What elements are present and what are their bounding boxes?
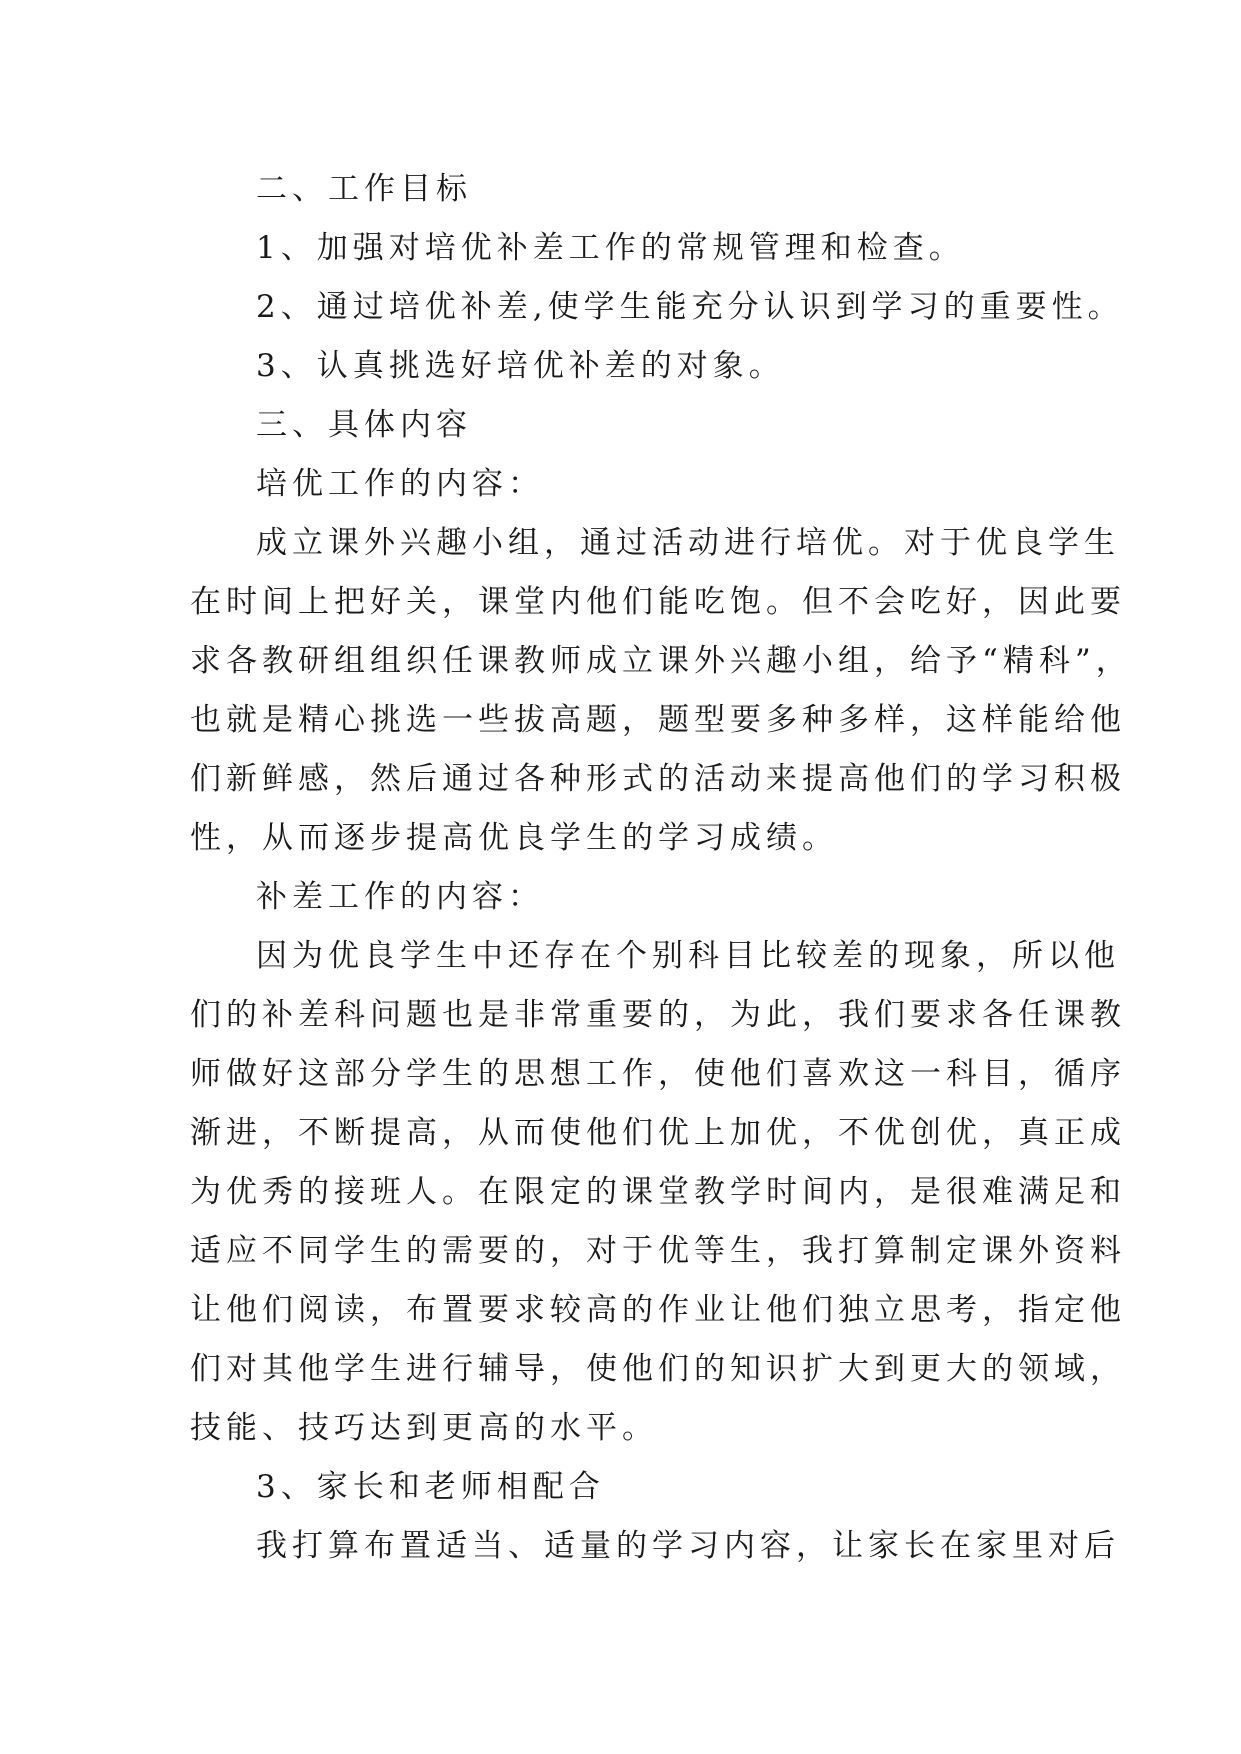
paragraph-line: 成立课外兴趣小组，通过活动进行培优。对于优良学生 [256,525,1120,561]
paragraph-line: 渐进，不断提高，从而使他们优上加优，不优创优，真正成 [190,1115,1126,1151]
paragraph-line: 为优秀的接班人。在限定的课堂教学时间内，是很难满足和 [190,1174,1126,1210]
goal-item-1: 1、加强对培优补差工作的常规管理和检查。 [256,230,965,266]
section-heading-goals: 二、工作目标 [256,171,472,207]
paragraph-line: 我打算布置适当、适量的学习内容，让家长在家里对后 [256,1528,1120,1564]
paragraph-line: 也就是精心挑选一些拔高题，题型要多种多样，这样能给他 [190,702,1126,738]
subheading-parents-teachers: 3、家长和老师相配合 [256,1469,605,1505]
goal-item-2: 2、通过培优补差,使学生能充分认识到学习的重要性。 [256,289,1124,325]
paragraph-line: 性，从而逐步提高优良学生的学习成绩。 [190,820,838,856]
document-page [190,160,1132,1576]
paragraph-line: 适应不同学生的需要的，对于优等生，我打算制定课外资料 [190,1233,1126,1269]
paragraph-line: 们的补差科问题也是非常重要的，为此，我们要求各任课教 [190,997,1126,1033]
subheading-enrichment: 培优工作的内容： [256,466,544,502]
paragraph-line: 们对其他学生进行辅导，使他们的知识扩大到更大的领域， [190,1351,1126,1387]
section-heading-content: 三、具体内容 [256,407,472,443]
paragraph-line: 们新鲜感，然后通过各种形式的活动来提高他们的学习积极 [190,761,1126,797]
paragraph-line: 让他们阅读，布置要求较高的作业让他们独立思考，指定他 [190,1292,1126,1328]
subheading-remedial: 补差工作的内容： [256,879,544,915]
goal-item-3: 3、认真挑选好培优补差的对象。 [256,348,785,384]
paragraph-line: 求各教研组组织任课教师成立课外兴趣小组，给予“精科”， [190,643,1132,679]
paragraph-line: 师做好这部分学生的思想工作，使他们喜欢这一科目，循序 [190,1056,1126,1092]
paragraph-line: 因为优良学生中还存在个别科目比较差的现象，所以他 [256,938,1120,974]
paragraph-line: 技能、技巧达到更高的水平。 [190,1410,658,1446]
paragraph-line: 在时间上把好关，课堂内他们能吃饱。但不会吃好，因此要 [190,584,1126,620]
